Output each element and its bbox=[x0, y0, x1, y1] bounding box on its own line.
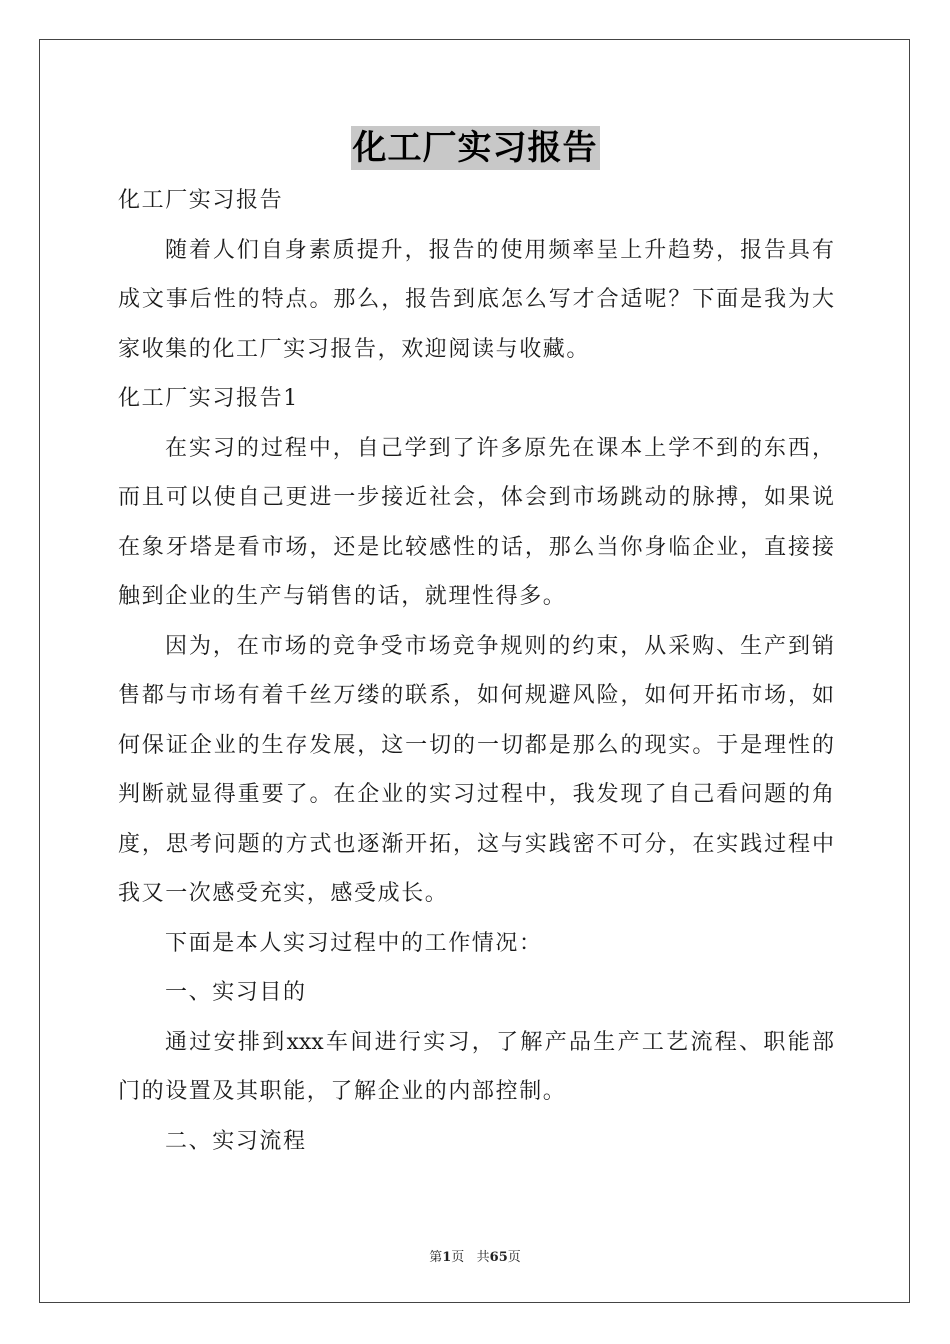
footer-total-pages: 65 bbox=[489, 1250, 508, 1265]
body-line: 门的设置及其职能，了解企业的内部控制。 bbox=[118, 1079, 567, 1104]
body-line: 判断就显得重要了。在企业的实习过程中，我发现了自己看问题的角 bbox=[118, 782, 834, 807]
footer-prefix: 第 bbox=[429, 1250, 443, 1265]
page-footer bbox=[0, 1246, 950, 1265]
footer-suffix: 页 bbox=[507, 1250, 521, 1265]
subtitle-line: 化工厂实习报告 bbox=[118, 188, 284, 213]
section-heading: 一、实习目的 bbox=[165, 980, 307, 1005]
document-body bbox=[118, 176, 834, 1166]
body-line: 家收集的化工厂实习报告，欢迎阅读与收藏。 bbox=[118, 336, 591, 362]
section-heading: 二、实习流程 bbox=[165, 1128, 307, 1154]
body-line: 因为，在市场的竞争受市场竞争规则的约束，从采购、生产到销 bbox=[165, 633, 834, 659]
body-line: 度，思考问题的方式也逐渐开拓，这与实践密不可分，在实践过程中 bbox=[118, 831, 834, 857]
body-line: 成文事后性的特点。那么，报告到底怎么写才合适呢？下面是我为大 bbox=[118, 287, 834, 312]
footer-middle: 页 共 bbox=[451, 1250, 490, 1265]
body-line: 我又一次感受充实，感受成长。 bbox=[118, 881, 449, 906]
body-line: 在象牙塔是看市场，还是比较感性的话，那么当你身临企业，直接接 bbox=[118, 534, 834, 560]
body-line: 随着人们自身素质提升，报告的使用频率呈上升趋势，报告具有 bbox=[165, 237, 834, 263]
body-line: 何保证企业的生存发展，这一切的一切都是那么的现实。于是理性的 bbox=[118, 732, 834, 758]
title-wrap bbox=[0, 126, 950, 170]
body-line: 下面是本人实习过程中的工作情况： bbox=[165, 930, 543, 956]
body-line: 触到企业的生产与销售的话，就理性得多。 bbox=[118, 584, 567, 609]
body-line: 在实习的过程中，自己学到了许多原先在课本上学不到的东西， bbox=[165, 435, 834, 461]
body-line: 售都与市场有着千丝万缕的联系，如何规避风险，如何开拓市场，如 bbox=[118, 683, 834, 708]
body-line: 而且可以使自己更进一步接近社会，体会到市场跳动的脉搏，如果说 bbox=[118, 485, 834, 510]
footer-page-number: 1 bbox=[442, 1250, 452, 1265]
document-title: 化工厂实习报告 bbox=[352, 128, 598, 168]
section-heading: 化工厂实习报告1 bbox=[118, 386, 299, 411]
body-line: 通过安排到xxx车间进行实习，了解产品生产工艺流程、职能部 bbox=[165, 1029, 834, 1055]
